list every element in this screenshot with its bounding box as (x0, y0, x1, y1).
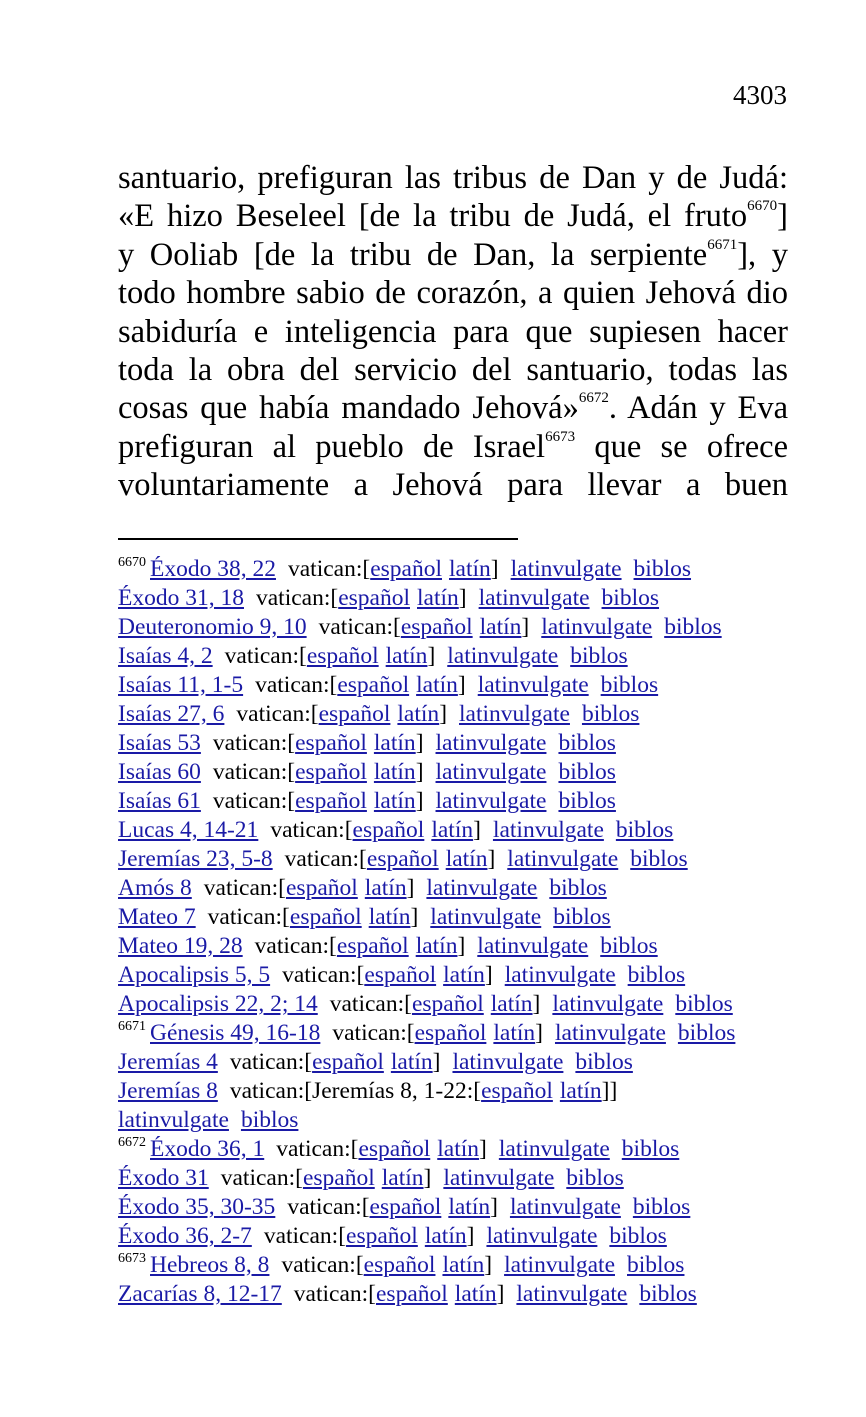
latin-link[interactable]: latín (479, 614, 522, 640)
bracket: ] (466, 1223, 475, 1249)
scripture-ref-link[interactable]: Zacarías 8, 12-17 (118, 1281, 282, 1307)
biblos-link[interactable]: biblos (615, 817, 674, 843)
espanol-link[interactable]: español (306, 643, 379, 669)
footnote-line (118, 1135, 798, 1164)
espanol-link[interactable]: español (363, 1252, 436, 1278)
scripture-ref-link[interactable]: Deuteronomio 9, 10 (118, 614, 307, 640)
footnote-line (118, 758, 798, 787)
vatican-label: vatican:[ (212, 730, 296, 756)
vatican-label: vatican:[ (287, 556, 371, 582)
vatican-label: vatican:[ (203, 875, 286, 901)
latin-link[interactable]: latín (417, 585, 459, 611)
biblos-link[interactable]: biblos (630, 846, 688, 872)
latin-link[interactable]: latín (454, 1281, 497, 1307)
latinvulgate-link[interactable]: latinvulgate (430, 904, 542, 930)
biblos-link[interactable]: biblos (575, 1049, 633, 1075)
bracket: ] (406, 875, 415, 901)
footnote-line (118, 700, 798, 729)
biblos-link[interactable]: biblos (566, 1165, 624, 1191)
biblos-link[interactable]: biblos (558, 788, 616, 814)
vatican-label: vatican:[ (329, 991, 412, 1017)
scripture-ref-link[interactable]: Amós 8 (118, 875, 192, 901)
espanol-link[interactable]: español (366, 846, 439, 872)
vatican-label: vatican:[ (212, 759, 296, 785)
footnote-line (118, 729, 798, 758)
vatican-label: vatican:[ (287, 1194, 370, 1220)
latinvulgate-link[interactable]: latinvulgate (459, 701, 570, 727)
espanol-link[interactable]: español (295, 788, 367, 814)
bracket: ] (490, 1194, 498, 1220)
footnote-line (118, 584, 798, 613)
scripture-ref-link[interactable]: Génesis 49, 16-18 (150, 1020, 321, 1046)
footnote-ref-6672[interactable]: 6672 (578, 390, 609, 407)
biblos-link[interactable]: biblos (639, 1281, 697, 1307)
footnote-line (118, 1193, 798, 1222)
latinvulgate-link[interactable]: latinvulgate (552, 991, 664, 1017)
scripture-ref-link[interactable]: Jeremías 23, 5-8 (118, 846, 273, 872)
bracket: ] (457, 933, 466, 959)
latinvulgate-link[interactable]: latinvulgate (554, 1020, 666, 1046)
biblos-link[interactable]: biblos (558, 730, 616, 756)
espanol-link[interactable]: español (370, 556, 442, 582)
scripture-ref-link[interactable]: Isaías 4, 2 (118, 643, 213, 669)
latin-link[interactable]: latín (490, 991, 533, 1017)
biblos-link[interactable]: biblos (621, 1136, 680, 1162)
footnote-line (118, 1164, 798, 1193)
bracket: ] (473, 817, 481, 843)
footnote-line (118, 1019, 798, 1048)
latinvulgate-link[interactable]: latinvulgate (498, 1136, 610, 1162)
bracket: ] (484, 962, 493, 988)
latin-link[interactable]: latín (373, 788, 416, 814)
footnote-ref-6673[interactable]: 6673 (545, 428, 576, 445)
bracket: ] (423, 1165, 432, 1191)
latinvulgate-link[interactable]: latinvulgate (516, 1281, 628, 1307)
espanol-link[interactable]: español (481, 1078, 553, 1104)
latin-link[interactable]: latín (448, 1194, 491, 1220)
footnote-line (118, 903, 798, 932)
espanol-link[interactable]: español (411, 991, 484, 1017)
latinvulgate-link[interactable]: latinvulgate (435, 730, 547, 756)
latinvulgate-link[interactable]: latinvulgate (452, 1049, 564, 1075)
vatican-label: vatican:[ (263, 1223, 347, 1249)
latin-link[interactable]: latín (449, 556, 491, 582)
footnote-line (118, 642, 798, 671)
footnote-number: 6673 (118, 1251, 146, 1266)
latinvulgate-link[interactable]: latinvulgate (443, 1165, 555, 1191)
latinvulgate-link[interactable]: latinvulgate (478, 585, 590, 611)
scripture-ref-link[interactable]: Mateo 19, 28 (118, 933, 243, 959)
footnote-separator (118, 538, 518, 540)
latinvulgate-link[interactable]: latinvulgate (447, 643, 559, 669)
bracket: ] (496, 1281, 505, 1307)
latin-link[interactable]: latín (431, 817, 474, 843)
scripture-ref-link[interactable]: Jeremías 4 (118, 1049, 218, 1075)
vatican-label: vatican:[ (229, 1049, 313, 1075)
espanol-link[interactable]: español (414, 1020, 487, 1046)
scripture-ref-link[interactable]: Éxodo 38, 22 (150, 556, 276, 582)
latin-link[interactable]: latín (373, 759, 416, 785)
espanol-link[interactable]: español (312, 1049, 384, 1075)
latin-link[interactable]: latín (493, 1020, 536, 1046)
footnote-line (118, 990, 798, 1019)
bracket: ] (535, 1020, 543, 1046)
latinvulgate-link[interactable]: latinvulgate (426, 875, 538, 901)
latin-link[interactable]: latín (415, 933, 458, 959)
latin-link[interactable]: latín (368, 904, 411, 930)
vatican-label: vatican:[ (318, 614, 401, 640)
body-line: santuario, prefiguran las tribus de Dan y de Judá: (118, 160, 788, 196)
latin-link[interactable]: latín (443, 962, 485, 988)
scripture-ref-link[interactable]: Isaías 11, 1-5 (118, 672, 244, 698)
latin-link[interactable]: latín (373, 730, 416, 756)
vatican-label: vatican:[ (276, 1136, 359, 1162)
bracket: ] (410, 904, 419, 930)
scripture-ref-link[interactable]: Isaías 53 (118, 730, 201, 756)
scripture-ref-link[interactable]: Éxodo 31 (118, 1165, 209, 1191)
espanol-link[interactable]: español (286, 875, 358, 901)
page-number: 4303 (733, 80, 787, 110)
espanol-link[interactable]: español (336, 933, 409, 959)
espanol-link[interactable]: español (376, 1281, 448, 1307)
scripture-ref-link[interactable]: Hebreos 8, 8 (150, 1252, 270, 1278)
footnote-line (118, 961, 798, 990)
latin-link[interactable]: latín (437, 1136, 480, 1162)
latinvulgate-link[interactable]: latinvulgate (118, 1107, 229, 1133)
footnote-number: 6672 (118, 1135, 146, 1150)
bracket: ] (432, 1049, 441, 1075)
scripture-ref-link[interactable]: Mateo 7 (118, 904, 196, 930)
latinvulgate-link[interactable]: latinvulgate (509, 1194, 621, 1220)
espanol-link[interactable]: español (338, 585, 410, 611)
body-line: «E hizo Beseleel [de la tribu de Judá, el fruto$^{6670}$] (118, 198, 788, 235)
espanol-link[interactable]: español (352, 817, 425, 843)
scripture-ref-link[interactable]: Isaías 61 (118, 788, 201, 814)
bracket: ] (415, 788, 424, 814)
footnote-line (118, 1077, 798, 1106)
latin-link[interactable]: latín (442, 1252, 485, 1278)
bracket: ] (457, 672, 466, 698)
bracket: ] (484, 1252, 493, 1278)
scripture-ref-link[interactable]: Jeremías 8 (118, 1078, 218, 1104)
footnote-ref-6671[interactable]: 6671 (707, 236, 738, 253)
biblos-link[interactable]: biblos (558, 759, 616, 785)
biblos-link[interactable]: biblos (664, 614, 722, 640)
latin-link[interactable]: latín (381, 1165, 424, 1191)
footnote-number: 6670 (118, 555, 146, 570)
vatican-label: vatican:[ (284, 846, 367, 872)
espanol-link[interactable]: español (318, 701, 391, 727)
biblos-link[interactable]: biblos (601, 585, 660, 611)
footnote-line (118, 555, 798, 584)
latinvulgate-link[interactable]: latinvulgate (541, 614, 653, 640)
scripture-ref-link[interactable]: Apocalipsis 22, 2; 14 (118, 991, 318, 1017)
latinvulgate-link[interactable]: latinvulgate (435, 788, 547, 814)
biblos-link[interactable]: biblos (600, 672, 659, 698)
scripture-ref-link[interactable]: Isaías 60 (118, 759, 201, 785)
latin-link[interactable]: latín (397, 701, 440, 727)
biblos-link[interactable]: biblos (677, 1020, 736, 1046)
footnotes (118, 555, 798, 1309)
bracket: ] (415, 759, 424, 785)
espanol-link[interactable]: español (400, 614, 473, 640)
bracket: ]] (601, 1078, 618, 1104)
vatican-label: vatican:[ (255, 672, 338, 698)
footnote-line (118, 613, 798, 642)
footnote-line (118, 874, 798, 903)
footnote-line (118, 1222, 798, 1251)
vatican-label: vatican:[ (282, 962, 365, 988)
latin-link[interactable]: latín (559, 1078, 602, 1104)
footnote-line (118, 1251, 798, 1280)
espanol-link[interactable]: español (295, 730, 367, 756)
biblos-link[interactable]: biblos (609, 1223, 667, 1249)
footnote-line (118, 1106, 798, 1135)
bracket: ] (439, 701, 448, 727)
vatican-label: vatican:[ (255, 585, 339, 611)
footnote-line (118, 1280, 798, 1309)
footnote-number: 6671 (118, 1019, 146, 1034)
vatican-label: vatican:[ (293, 1281, 376, 1307)
vatican-label: vatican:[ (281, 1252, 364, 1278)
biblos-link[interactable]: biblos (627, 962, 686, 988)
biblos-link[interactable]: biblos (632, 1194, 691, 1220)
footnote-line (118, 845, 798, 874)
scripture-ref-link[interactable]: Isaías 27, 6 (118, 701, 225, 727)
vatican-label: vatican:[Jeremías 8, 1-22:[ (229, 1078, 482, 1104)
latin-link[interactable]: latín (445, 846, 488, 872)
latin-link[interactable]: latín (424, 1223, 467, 1249)
espanol-link[interactable]: español (302, 1165, 375, 1191)
biblos-link[interactable]: biblos (627, 1252, 685, 1278)
body-line: toda la obra del servicio del santuario, todas las (118, 352, 788, 389)
footnote-line (118, 787, 798, 816)
latinvulgate-link[interactable]: latinvulgate (504, 1252, 615, 1278)
bracket: ] (427, 643, 436, 669)
latin-link[interactable]: latín (390, 1049, 433, 1075)
footnote-line (118, 932, 798, 961)
scripture-ref-link[interactable]: Éxodo 35, 30-35 (118, 1194, 276, 1220)
vatican-label: vatican:[ (220, 1165, 303, 1191)
latinvulgate-link[interactable]: latinvulgate (507, 846, 619, 872)
scripture-ref-link[interactable]: Lucas 4, 14-21 (118, 817, 259, 843)
vatican-label: vatican:[ (224, 643, 307, 669)
body-line: prefiguran al pueblo de Israel$^{6673}$ que se ofrece (118, 428, 788, 465)
bracket: ] (487, 846, 496, 872)
latinvulgate-link[interactable]: latinvulgate (435, 759, 547, 785)
biblos-link[interactable]: biblos (600, 933, 658, 959)
vatican-label: vatican:[ (270, 817, 353, 843)
biblos-link[interactable]: biblos (570, 643, 628, 669)
vatican-label: vatican:[ (254, 933, 337, 959)
bracket: ] (490, 556, 499, 582)
scripture-ref-link[interactable]: Éxodo 31, 18 (118, 585, 244, 611)
espanol-link[interactable]: español (289, 904, 362, 930)
latinvulgate-link[interactable]: latinvulgate (504, 962, 616, 988)
body-text (118, 159, 788, 505)
footnote-line (118, 1048, 798, 1077)
biblos-link[interactable]: biblos (553, 904, 611, 930)
vatican-label: vatican:[ (236, 701, 319, 727)
espanol-link[interactable]: español (364, 962, 437, 988)
body-line: y Ooliab [de la tribu de Dan, la serpiente$^{6671}$], y (118, 236, 788, 273)
latinvulgate-link[interactable]: latinvulgate (477, 672, 589, 698)
biblos-link[interactable]: biblos (675, 991, 733, 1017)
body-line: cosas que había mandado Jehová»$^{6672}$. Adán y Eva (118, 390, 789, 427)
espanol-link[interactable]: español (369, 1194, 442, 1220)
latinvulgate-link[interactable]: latinvulgate (492, 817, 604, 843)
biblos-link[interactable]: biblos (581, 701, 640, 727)
latinvulgate-link[interactable]: latinvulgate (477, 933, 589, 959)
bracket: ] (415, 730, 424, 756)
latinvulgate-link[interactable]: latinvulgate (486, 1223, 598, 1249)
footnote-line (118, 816, 798, 845)
scripture-ref-link[interactable]: Apocalipsis 5, 5 (118, 962, 271, 988)
body-line: todo hombre sabio de corazón, a quien Jehová dio (118, 275, 788, 312)
bracket: ] (479, 1136, 487, 1162)
biblos-link[interactable]: biblos (633, 556, 692, 582)
vatican-label: vatican:[ (332, 1020, 415, 1046)
latin-link[interactable]: latín (416, 672, 458, 698)
body-line: voluntariamente a Jehová para llevar a buen (118, 467, 788, 504)
biblos-link[interactable]: biblos (240, 1107, 299, 1133)
bracket: ] (521, 614, 530, 640)
bracket: ] (532, 991, 541, 1017)
latin-link[interactable]: latín (364, 875, 407, 901)
scripture-ref-link[interactable]: Éxodo 36, 1 (150, 1136, 265, 1162)
footnote-line (118, 671, 798, 700)
footnote-ref-6670[interactable]: 6670 (747, 198, 778, 215)
espanol-link[interactable]: español (358, 1136, 431, 1162)
biblos-link[interactable]: biblos (549, 875, 607, 901)
bracket: ] (458, 585, 467, 611)
espanol-link[interactable]: español (337, 672, 410, 698)
espanol-link[interactable]: español (346, 1223, 418, 1249)
vatican-label: vatican:[ (207, 904, 290, 930)
latinvulgate-link[interactable]: latinvulgate (510, 556, 622, 582)
scripture-ref-link[interactable]: Éxodo 36, 2-7 (118, 1223, 252, 1249)
body-line: sabiduría e inteligencia para que supiesen hacer (118, 313, 788, 350)
latin-link[interactable]: latín (385, 643, 428, 669)
espanol-link[interactable]: español (295, 759, 367, 785)
vatican-label: vatican:[ (212, 788, 296, 814)
